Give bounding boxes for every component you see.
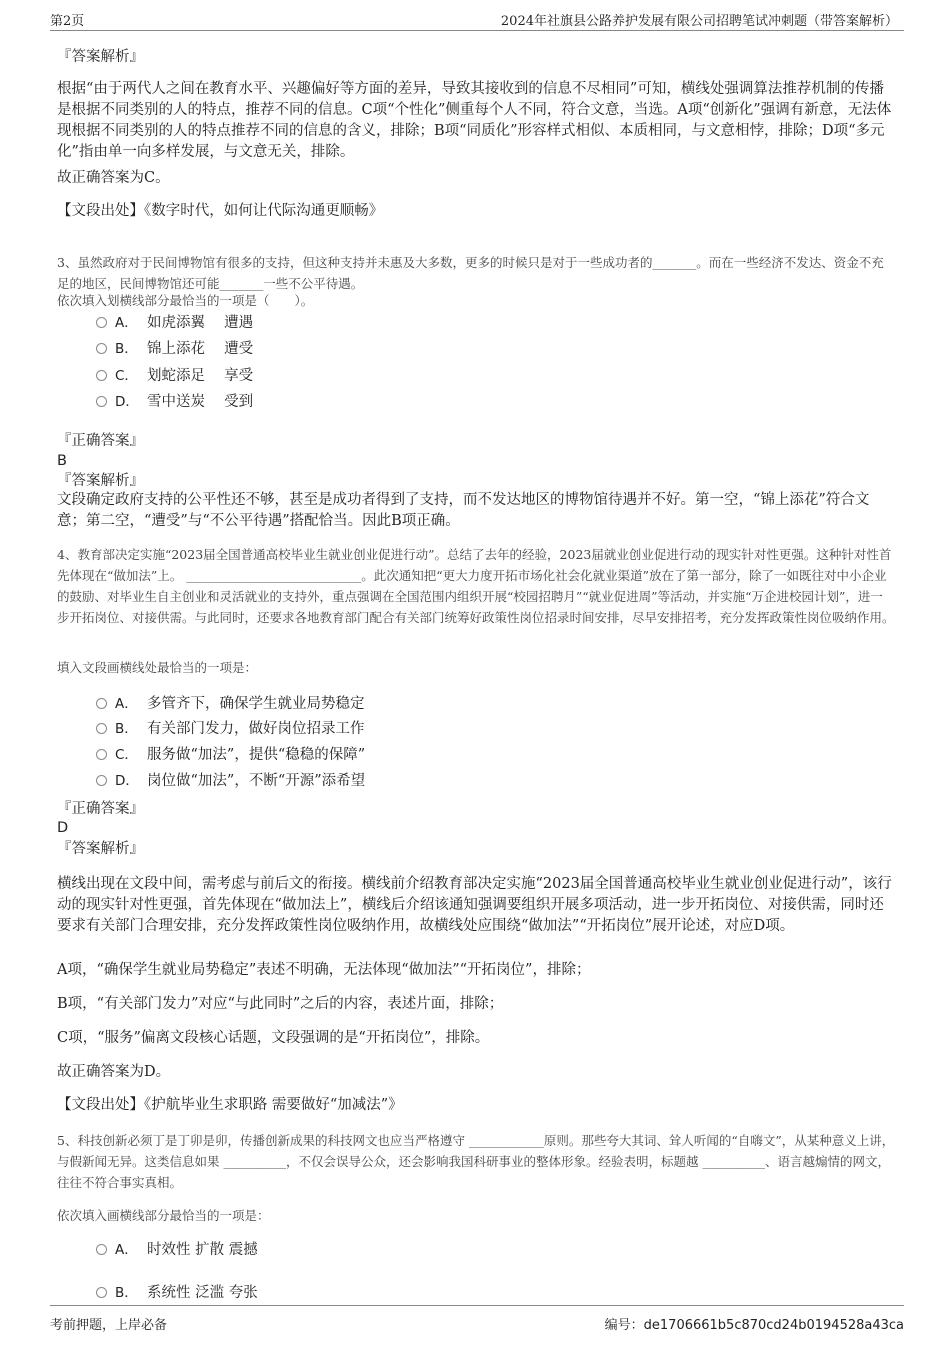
- code-label: 编号：: [604, 1318, 644, 1333]
- q2-source: 【文段出处】《数字时代，如何让代际沟通更顺畅》: [57, 203, 384, 219]
- radio-icon[interactable]: [96, 1244, 107, 1255]
- radio-icon[interactable]: [96, 343, 107, 354]
- q3-analysis-title: 『答案解析』: [57, 473, 144, 489]
- q3-analysis: 文段确定政府支持的公平性还不够，甚至是成功者得到了支持，而不发达地区的博物馆待遇并不好。第一空，“锦上添花”符合文意；第二空，“遭受”与“不公平待遇”搭配恰当。因此B项正确。: [57, 492, 870, 529]
- q4-option-c[interactable]: C． 服务做“加法”，提供“稳稳的保障”: [96, 744, 365, 766]
- radio-icon[interactable]: [96, 775, 107, 786]
- q2-analysis-title: 『答案解析』: [57, 49, 144, 65]
- q4-analysis: 横线出现在文段中间，需考虑与前后文的衔接。横线前介绍教育部决定实施“2023届全国普通高校毕业生就业创业促进行动”，该行动的现实针对性更强，首先体现在“做加法上”，横线后介绍该通知强调要组织开展多项活动，进一步开拓岗位、对接供需，同时还要求有关部门合理安排，充分发挥政策性岗位吸纳作用，故横线处应围绕“做加法”“开拓岗位”展开论述，对应D项。: [57, 876, 892, 934]
- q3-prompt: 依次填入划横线部分最恰当的一项是（ ）。: [57, 293, 314, 308]
- q4-a-explanation: A项，“确保学生就业局势稳定”表述不明确，无法体现“做加法”“开拓岗位”，排除；: [57, 962, 591, 978]
- q4-option-a[interactable]: A． 多管齐下，确保学生就业局势稳定: [96, 693, 365, 715]
- page-number: 第2页: [50, 14, 85, 29]
- radio-icon[interactable]: [96, 749, 107, 760]
- q4-conclusion: 故正确答案为D。: [57, 1064, 171, 1080]
- q3-option-d[interactable]: D． 雪中送炭 受到: [96, 391, 253, 413]
- q4-prompt: 填入文段画横线处最恰当的一项是：: [57, 660, 258, 675]
- footer-slogan: 考前押题，上岸必备: [50, 1318, 168, 1333]
- q5-option-a[interactable]: A． 时效性 扩散 震撼: [96, 1239, 258, 1261]
- radio-icon[interactable]: [96, 317, 107, 328]
- radio-icon[interactable]: [96, 1287, 107, 1298]
- q2-conclusion: 故正确答案为C。: [57, 170, 170, 186]
- q3-answer-title: 『正确答案』: [57, 433, 144, 449]
- radio-icon[interactable]: [96, 723, 107, 734]
- q5-prompt: 依次填入画横线部分最恰当的一项是：: [57, 1208, 270, 1223]
- q3-option-a[interactable]: A． 如虎添翼 遭遇: [96, 312, 253, 334]
- document-code: [605, 1314, 904, 1333]
- q4-analysis-title: 『答案解析』: [57, 841, 144, 857]
- q5-option-b[interactable]: B． 系统性 泛滥 夸张: [96, 1282, 258, 1304]
- radio-icon[interactable]: [96, 396, 107, 407]
- q4-stem: 4、教育部决定实施“2023届全国普通高校毕业生就业创业促进行动”。总结了去年的经验，2023届就业创业促进行动的现实针对性更强。这种针对性首先体现在“做加法”上。 ____________________________。此次通知把“更大力度开拓市场化社会化就业渠道”放在了第一部分，除了一如既往对中小企业的鼓励、对毕业生自主创业和灵活就业的支持外，重点强调在全国范围内组织开展“校园招聘月”“就业促进周”等活动，并实施“万企进校园计划”，进一步开拓岗位、对接供需。与此同时，还要求各地教育部门配合有关部门统筹好政策性岗位招录时间安排，尽早安排招考，充分发挥政策性岗位吸纳作用。: [57, 547, 895, 625]
- q4-b-explanation: B项，“有关部门发力”对应“与此同时”之后的内容，表述片面，排除；: [57, 996, 504, 1012]
- q4-answer: D: [57, 820, 69, 836]
- q5-stem: 5、科技创新必须丁是丁卯是卯，传播创新成果的科技网文也应当严格遵守 ____________原则。那些夸大其词、耸人听闻的“自嗨文”，从某种意义上讲，与假新闻无异。这类信息如果 __________，不仅会误导公众，还会影响我国科研事业的整体形象。经验表明，标题越 __________、语言越煽情的网文，往往不符合事实真相。: [57, 1133, 895, 1190]
- page-header: [50, 8, 904, 31]
- page-footer: [50, 1305, 904, 1334]
- q4-source: 【文段出处】《护航毕业生求职路 需要做好“加减法”》: [57, 1097, 403, 1113]
- q3-option-b[interactable]: B． 锦上添花 遭受: [96, 338, 253, 360]
- q4-answer-title: 『正确答案』: [57, 801, 144, 817]
- code-value: de1706661b5c870cd24b0194528a43ca: [643, 1318, 904, 1333]
- q2-analysis: 根据“由于两代人之间在教育水平、兴趣偏好等方面的差异，导致其接收到的信息不尽相同”可知，横线处强调算法推荐机制的传播是根据不同类别的人的特点，推荐不同的信息。C项“个性化”侧重每个人不同，符合文意，当选。A项“创新化”强调有新意，无法体现根据不同类别的人的特点推荐不同的信息的含义，排除；B项“同质化”形容样式相似、本质相同，与文意相悖，排除；D项“多元化”指由单一向多样发展，与文意无关，排除。: [57, 81, 892, 160]
- q3-option-c[interactable]: C． 划蛇添足 享受: [96, 365, 253, 387]
- q3-answer: B: [57, 453, 67, 469]
- q3-stem: 3、虽然政府对于民间博物馆有很多的支持，但这种支持并未惠及大多数，更多的时候只是对于一些成功者的_______。而在一些经济不发达、资金不充足的地区，民间博物馆还可能_______一些不公平待遇。: [57, 255, 884, 291]
- radio-icon[interactable]: [96, 698, 107, 709]
- q4-option-d[interactable]: D． 岗位做“加法”，不断“开源”添希望: [96, 770, 365, 792]
- radio-icon[interactable]: [96, 370, 107, 381]
- q4-c-explanation: C项，“服务”偏离文段核心话题，文段强调的是“开拓岗位”，排除。: [57, 1030, 490, 1046]
- document-title: 2024年社旗县公路养护发展有限公司招聘笔试冲刺题（带答案解析）: [500, 14, 898, 29]
- q4-option-b[interactable]: B． 有关部门发力，做好岗位招录工作: [96, 718, 365, 740]
